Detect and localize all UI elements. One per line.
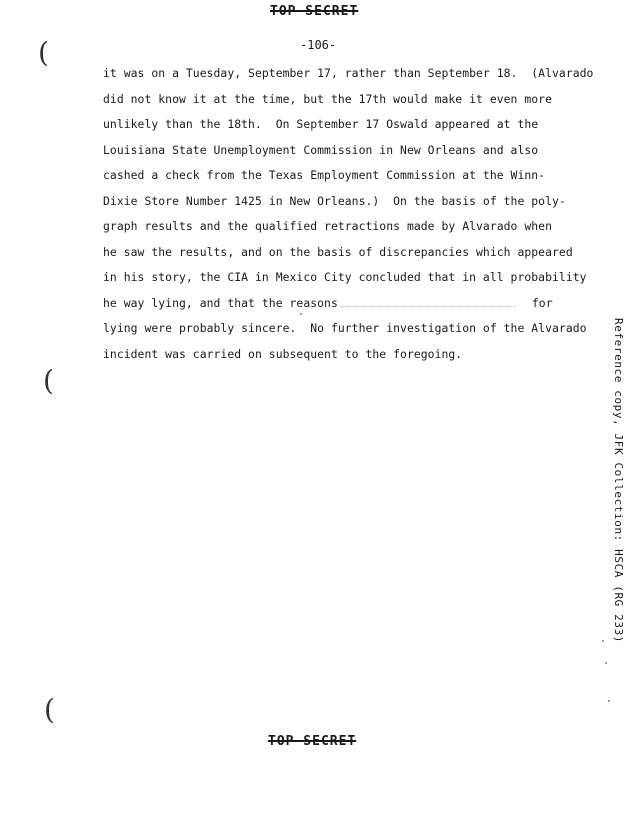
- margin-bracket-mark: (: [38, 36, 49, 69]
- body-line: Louisiana State Unemployment Commission in New Orleans and also: [103, 142, 539, 157]
- body-line: lying were probably sincere. No further investigation of the Alvarado: [103, 321, 587, 335]
- body-line: he saw the results, and on the basis of discrepancies which appeared: [103, 244, 573, 259]
- margin-bracket-mark: (: [44, 693, 55, 726]
- body-line: Dixie Store Number 1425 in New Orleans.) On the basis of the poly-: [103, 193, 566, 208]
- body-line-segment: for: [531, 295, 553, 310]
- body-line: unlikely than the 18th. On September 17 Oswald appeared at the: [103, 117, 539, 131]
- body-line-with-redaction: [103, 294, 563, 320]
- redaction-blank: [340, 300, 516, 307]
- body-line: incident was carried on subsequent to the foregoing.: [103, 346, 463, 361]
- classification-marking-bottom: TOP SECRET: [268, 734, 357, 749]
- body-line: in his story, the CIA in Mexico City concluded that in all probability: [103, 270, 587, 284]
- body-line: did not know it at the time, but the 17th would make it even more: [103, 91, 553, 106]
- scan-speck: [602, 640, 604, 642]
- scan-speck: [300, 313, 302, 315]
- scan-speck: [605, 662, 607, 664]
- body-text: [103, 64, 594, 370]
- page-number: -106-: [300, 38, 337, 52]
- archive-reference-stamp: Reference copy, JFK Collection: HSCA (RG 233): [612, 318, 625, 644]
- body-line-segment: he way lying, and that the reasons: [103, 295, 338, 310]
- body-line: graph results and the qualified retractions made by Alvarado when: [103, 219, 553, 233]
- body-line: cashed a check from the Texas Employment Commission at the Winn-: [103, 168, 546, 182]
- scan-speck: [608, 700, 610, 702]
- body-line: it was on a Tuesday, September 17, rather than September 18. (Alvarado: [103, 66, 594, 80]
- margin-bracket-mark: (: [43, 364, 54, 397]
- classification-marking-top: TOP SECRET: [270, 4, 359, 19]
